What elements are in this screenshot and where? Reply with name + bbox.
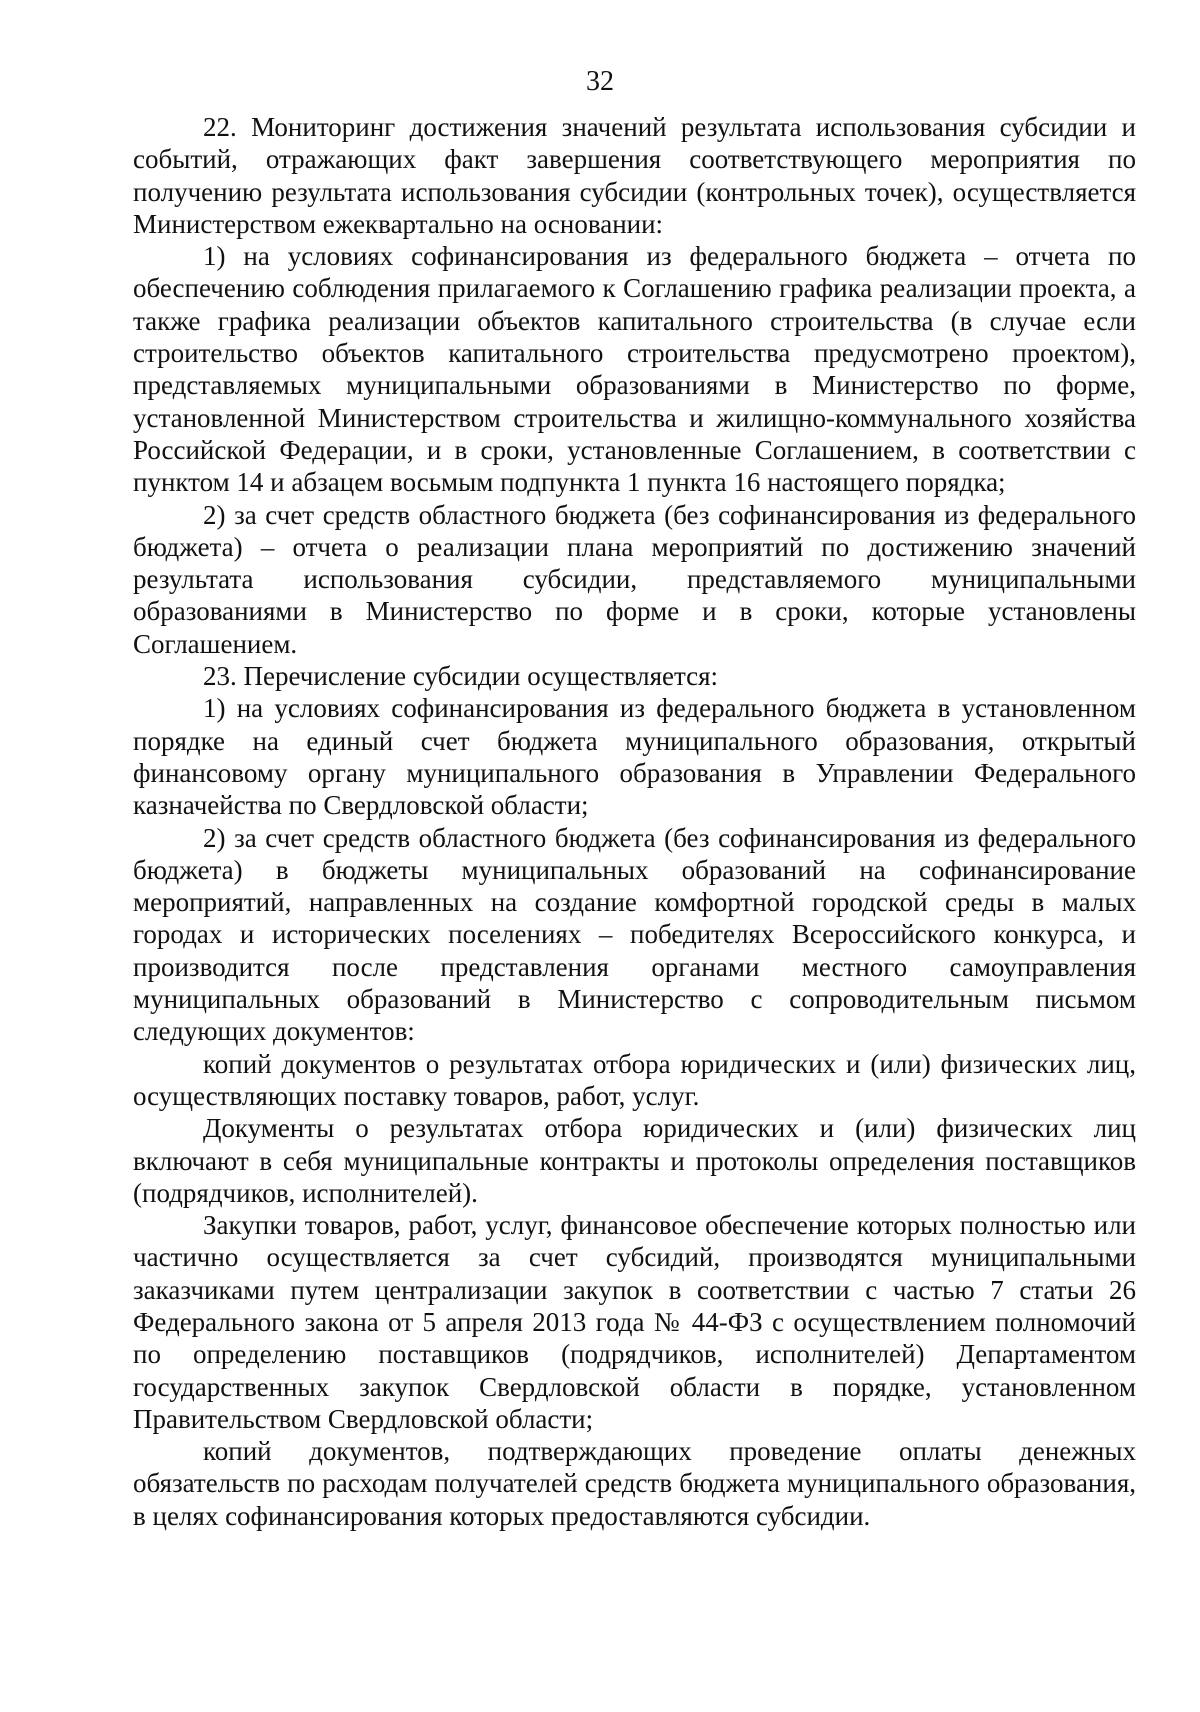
paragraph-procurement: Закупки товаров, работ, услуг, финансовое обеспечение которых полностью или частично осуществляется за счет субсидий, производятся муниципальными заказчиками путем централизации закупок в соответствии с частью 7 статьи 26 Федерального закона от 5 апреля 2013 года № 44-ФЗ с осуществлением полномочий по определению поставщиков (подрядчиков, исполнителей) Департаментом государственных закупок Свердловской области в порядке, установленном Правительством Свердловской области;: [133, 1210, 1136, 1434]
paragraph-22: 22. Мониторинг достижения значений результата использования субсидии и событий, отражающих факт завершения соответствующего мероприятия по получению результата использования субсидии (контрольных точек), осуществляется Министерством ежеквартально на основании:: [133, 112, 1136, 239]
paragraph-documents-selection: копий документов о результатах отбора юридических и (или) физических лиц, осуществляющих поставку товаров, работ, услуг.: [133, 1048, 1136, 1111]
paragraph-22-item-2: 2) за счет средств областного бюджета (без софинансирования из федерального бюджета) – отчета о реализации плана мероприятий по достижению значений результата использования субсидии, представляемого муниципальными образованиями в Министерство по форме и в сроки, которые установлены Соглашением.: [133, 499, 1136, 659]
document-body: [133, 111, 1136, 1532]
paragraph-payment-documents: копий документов, подтверждающих проведение оплаты денежных обязательств по расходам получателей средств бюджета муниципального образования, в целях софинансирования которых предоставляются субсидии.: [133, 1436, 1136, 1531]
page-number: 32: [586, 66, 614, 97]
paragraph-22-item-1: 1) на условиях софинансирования из федерального бюджета – отчета по обеспечению соблюдения прилагаемого к Соглашению графика реализации проекта, а также графика реализации объектов капитального строительства (в случае если строительство объектов капитального строительства предусмотрено проектом), представляемых муниципальными образованиями в Министерство по форме, установленной Министерством строительства и жилищно-коммунального хозяйства Российской Федерации, и в сроки, установленные Соглашением, в соответствии с пунктом 14 и абзацем восьмым подпункта 1 пункта 16 настоящего порядка;: [133, 241, 1136, 498]
paragraph-23-item-2: 2) за счет средств областного бюджета (без софинансирования из федерального бюджета) в бюджеты муниципальных образований на софинансирование мероприятий, направленных на создание комфортной городской среды в малых городах и исторических поселениях – победителях Всероссийского конкурса, и производится после представления органами местного самоуправления муниципальных образований в Министерство с сопроводительным письмом следующих документов:: [133, 822, 1136, 1047]
paragraph-23: 23. Перечисление субсидии осуществляется:: [203, 661, 719, 692]
paragraph-documents-include: Документы о результатах отбора юридических и (или) физических лиц включают в себя муниципальные контракты и протоколы определения поставщиков (подрядчиков, исполнителей).: [133, 1113, 1136, 1208]
paragraph-23-item-1: 1) на условиях софинансирования из федерального бюджета в установленном порядке на единый счет бюджета муниципального образования, открытый финансовому органу муниципального образования в Управлении Федерального казначейства по Свердловской области;: [133, 693, 1136, 821]
